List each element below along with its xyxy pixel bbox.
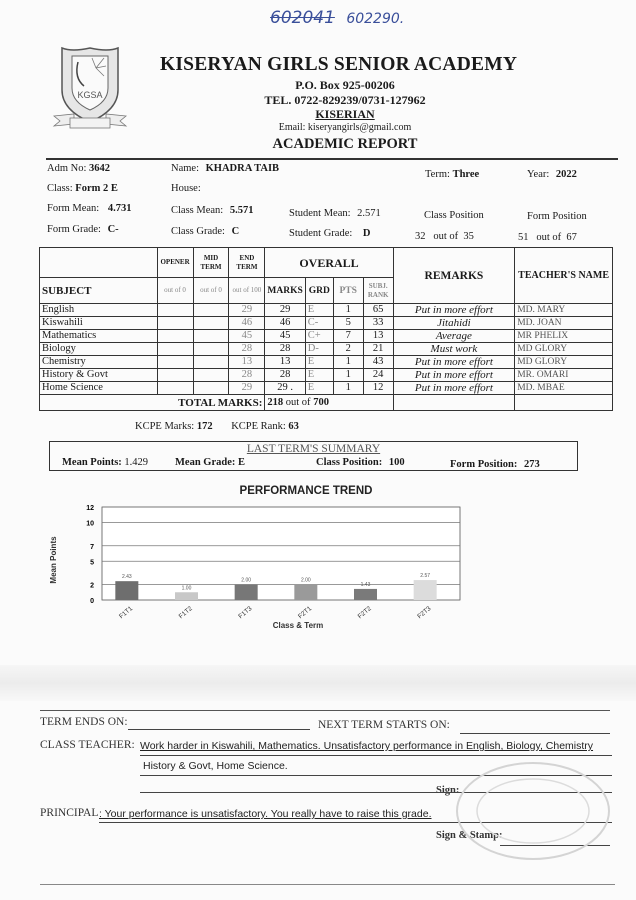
marks-header: MARKS — [265, 278, 305, 304]
teacher-cell: MD. MARY — [515, 304, 613, 317]
class-mean: Class Mean: 5.571 — [171, 205, 254, 216]
logo-text: KGSA — [77, 90, 103, 100]
chart-bar — [294, 585, 317, 601]
subject-rank-cell: 33 — [363, 317, 393, 330]
chart-bar-value-label: 2.57 — [420, 573, 431, 580]
chart-title: PERFORMANCE TREND — [239, 485, 373, 497]
marks-cell: 13 — [265, 356, 305, 369]
principal-comment: : Your performance is unsatisfactory. You really have to raise this grade. — [99, 808, 432, 820]
total-marks: 218 out of 700 — [265, 395, 393, 411]
remarks-header: REMARKS — [393, 248, 515, 304]
mid-term-header: MID TERM — [193, 248, 229, 278]
subject-cell: Home Science — [40, 382, 158, 395]
marks-cell: 29 . — [265, 382, 305, 395]
grade-cell: E — [305, 369, 333, 382]
total-teacher-blank — [515, 395, 613, 411]
performance-trend-chart — [40, 480, 600, 640]
end-term-cell: 46 — [229, 317, 265, 330]
term: Term: Three — [425, 169, 480, 180]
last-term-summary — [49, 441, 578, 471]
teacher-cell: MD. MBAE — [515, 382, 613, 395]
points-cell: 1 — [333, 304, 363, 317]
remark-cell: Average — [393, 330, 515, 343]
subject-header: SUBJECT — [40, 278, 158, 304]
school-name: KISERYAN GIRLS SENIOR ACADEMY — [160, 54, 518, 75]
points-cell: 1 — [333, 356, 363, 369]
teacher-cell: MR. OMARI — [515, 369, 613, 382]
points-cell: 5 — [333, 317, 363, 330]
subject-rank-cell: 13 — [363, 330, 393, 343]
subject-rank-cell: 21 — [363, 343, 393, 356]
opener-header: OPENER — [157, 248, 193, 278]
kcpe-info: KCPE Marks: 172 KCPE Rank: 63 — [135, 421, 299, 432]
points-cell: 1 — [333, 369, 363, 382]
remark-cell: Put in more effort — [393, 382, 515, 395]
teacher-cell: MD GLORY — [515, 356, 613, 369]
end-term-header: END TERM — [229, 248, 265, 278]
chart-y-tick-label: 12 — [86, 505, 94, 512]
last-term-mean-points: Mean Points: 1.429 — [62, 457, 149, 468]
year: Year: 2022 — [527, 169, 577, 180]
end-term-cell: 29 — [229, 304, 265, 317]
grade-cell: C+ — [305, 330, 333, 343]
student-name: Name: KHADRA TAIB — [171, 163, 280, 174]
paper-fold-band — [0, 665, 636, 701]
chart-y-tick-label: 7 — [90, 543, 94, 551]
chart-bar-value-label: 2.00 — [300, 577, 311, 584]
table-row — [40, 356, 613, 369]
overall-header: OVERALL — [265, 248, 393, 278]
town: KISERIAN — [315, 107, 375, 121]
opener-cell — [157, 369, 193, 382]
table-row — [40, 317, 613, 330]
chart-y-tick-label: 2 — [90, 582, 94, 590]
opener-outof: out of 0 — [157, 278, 193, 304]
chart-bar — [354, 589, 377, 600]
form-position-label: Form Position — [527, 211, 587, 222]
subject-cell: English — [40, 304, 158, 317]
class-position-label: Class Position — [424, 210, 484, 221]
opener-cell — [157, 343, 193, 356]
subject-cell: History & Govt — [40, 369, 158, 382]
chart-bar — [235, 585, 258, 601]
chart-bar — [414, 580, 437, 600]
grade-cell: E — [305, 304, 333, 317]
handwritten-number — [270, 8, 404, 28]
points-cell: 1 — [333, 382, 363, 395]
marks-cell: 45 — [265, 330, 305, 343]
remark-cell: Put in more effort — [393, 304, 515, 317]
mid-term-cell — [193, 330, 229, 343]
report-title: ACADEMIC REPORT — [272, 136, 418, 152]
mid-term-cell — [193, 317, 229, 330]
subject-rank-cell: 43 — [363, 356, 393, 369]
last-term-class-position: Class Position: 100 — [316, 457, 405, 468]
mid-term-cell — [193, 369, 229, 382]
marks-cell: 29 — [265, 304, 305, 317]
chart-x-axis-label: Class & Term — [272, 621, 324, 630]
subject-cell: Mathematics — [40, 330, 158, 343]
marks-cell: 28 — [265, 369, 305, 382]
last-term-mean-grade: Mean Grade: E — [175, 457, 246, 468]
end-term-cell: 13 — [229, 356, 265, 369]
class-position: 32 out of 35 — [415, 231, 474, 242]
teacher-name-header: TEACHER'S NAME — [515, 248, 613, 304]
chart-y-tick-label: 10 — [86, 520, 94, 528]
mid-term-cell — [193, 343, 229, 356]
email-value: kiseryangirls@gmail.com — [307, 122, 412, 133]
total-remarks-blank — [393, 395, 515, 411]
chart-x-tick-label: F1T3 — [237, 605, 254, 621]
table-row — [40, 304, 613, 317]
house: House: — [171, 183, 201, 194]
teacher-cell: MD. JOAN — [515, 317, 613, 330]
chart-x-tick-label: F2T3 — [416, 605, 433, 621]
principal-label: PRINCIPAL — [40, 807, 99, 819]
end-term-cell: 45 — [229, 330, 265, 343]
class-teacher-comment-line2: History & Govt, Home Science. — [143, 760, 288, 772]
chart-plot-area — [102, 507, 460, 600]
table-row — [40, 330, 613, 343]
term-ends-field[interactable] — [128, 729, 310, 730]
class-grade: Class Grade: C — [171, 226, 240, 237]
teacher-cell: MR PHELIX — [515, 330, 613, 343]
student-mean: Student Mean: 2.571 — [289, 208, 381, 219]
chart-y-tick-label: 5 — [90, 559, 94, 567]
class-teacher-comment-line1: Work harder in Kiswahili, Mathematics. Unsatisfactory performance in English, Biology, Chemistry — [140, 740, 594, 752]
header-divider — [46, 158, 618, 160]
chart-bar-value-label: 2.43 — [121, 574, 132, 581]
email-label: Email: — [278, 122, 306, 133]
table-row — [40, 369, 613, 382]
marks-cell: 46 — [265, 317, 305, 330]
form-mean: Form Mean: 4.731 — [47, 203, 132, 214]
next-term-label: NEXT TERM STARTS ON: — [318, 719, 450, 731]
next-term-field[interactable] — [460, 733, 610, 734]
subject-rank-cell: 24 — [363, 369, 393, 382]
opener-cell — [157, 330, 193, 343]
subject-cell: Chemistry — [40, 356, 158, 369]
points-header: PTS — [333, 278, 363, 304]
opener-cell — [157, 304, 193, 317]
chart-bar-value-label: 1.00 — [181, 585, 192, 592]
chart-x-tick-label: F1T2 — [177, 605, 194, 621]
remark-cell: Put in more effort — [393, 369, 515, 382]
corrected-number: 602290. — [346, 11, 405, 27]
mid-term-cell — [193, 304, 229, 317]
term-ends-label: TERM ENDS ON: — [40, 716, 128, 728]
chart-x-tick-label: F2T2 — [356, 605, 373, 621]
grade-cell: E — [305, 382, 333, 395]
class: Class: Form 2 E — [47, 183, 118, 194]
school-stamp — [452, 758, 614, 864]
form-grade: Form Grade: C- — [47, 224, 119, 235]
end-term-cell: 28 — [229, 343, 265, 356]
points-cell: 7 — [333, 330, 363, 343]
class-teacher-label: CLASS TEACHER: — [40, 739, 135, 751]
chart-x-tick-label: F1T1 — [117, 605, 135, 621]
chart-y-tick-label: 0 — [90, 598, 94, 605]
chart-x-tick-label: F2T1 — [296, 605, 314, 621]
po-box: P.O. Box 925-00206 — [295, 78, 395, 92]
footer-divider — [40, 710, 610, 711]
mid-term-cell — [193, 382, 229, 395]
mid-outof: out of 0 — [193, 278, 229, 304]
chart-bar-value-label: 2.00 — [241, 577, 252, 584]
grade-header: GRD — [305, 278, 333, 304]
subject-rank-cell: 65 — [363, 304, 393, 317]
struck-number: 602041 — [270, 8, 335, 28]
grade-cell: D- — [305, 343, 333, 356]
subject-cell: Kiswahili — [40, 317, 158, 330]
email-line — [180, 122, 510, 133]
chart-y-axis-label: Mean Points — [49, 536, 58, 584]
remark-cell: Put in more effort — [393, 356, 515, 369]
school-crest-logo — [52, 44, 128, 132]
subject-rank-cell: 12 — [363, 382, 393, 395]
student-grade: Student Grade: D — [289, 228, 371, 239]
marks-cell: 28 — [265, 343, 305, 356]
grade-cell: E — [305, 356, 333, 369]
grade-cell: C- — [305, 317, 333, 330]
adm-no: Adm No: 3642 — [47, 163, 110, 174]
opener-cell — [157, 317, 193, 330]
mid-term-cell — [193, 356, 229, 369]
end-outof: out of 100 — [229, 278, 265, 304]
points-cell: 2 — [333, 343, 363, 356]
table-row — [40, 343, 613, 356]
opener-cell — [157, 382, 193, 395]
sign-stamp-label: Sign & Stamp: — [436, 830, 503, 841]
chart-bar — [175, 592, 198, 600]
blank-header — [40, 248, 158, 278]
end-term-cell: 29 — [229, 382, 265, 395]
last-term-title: LAST TERM'S SUMMARY — [246, 443, 381, 455]
marks-table — [39, 247, 613, 411]
bottom-divider — [40, 884, 615, 885]
end-term-cell: 28 — [229, 369, 265, 382]
chart-bar-value-label: 1.43 — [360, 581, 371, 588]
last-term-form-position: Form Position: 273 — [450, 459, 540, 470]
class-teacher-line1 — [140, 755, 612, 756]
total-marks-label: TOTAL MARKS: — [40, 395, 265, 411]
telephone: TEL. 0722-829239/0731-127962 — [264, 93, 426, 107]
teacher-cell: MD GLORY — [515, 343, 613, 356]
remark-cell: Must work — [393, 343, 515, 356]
opener-cell — [157, 356, 193, 369]
table-row — [40, 382, 613, 395]
chart-bar — [115, 581, 138, 600]
subject-rank-header: SUBJ. RANK — [363, 278, 393, 304]
class-teacher-sign-label: Sign: — [436, 785, 460, 796]
subject-cell: Biology — [40, 343, 158, 356]
form-position: 51 out of 67 — [518, 232, 577, 243]
remark-cell: Jitahidi — [393, 317, 515, 330]
